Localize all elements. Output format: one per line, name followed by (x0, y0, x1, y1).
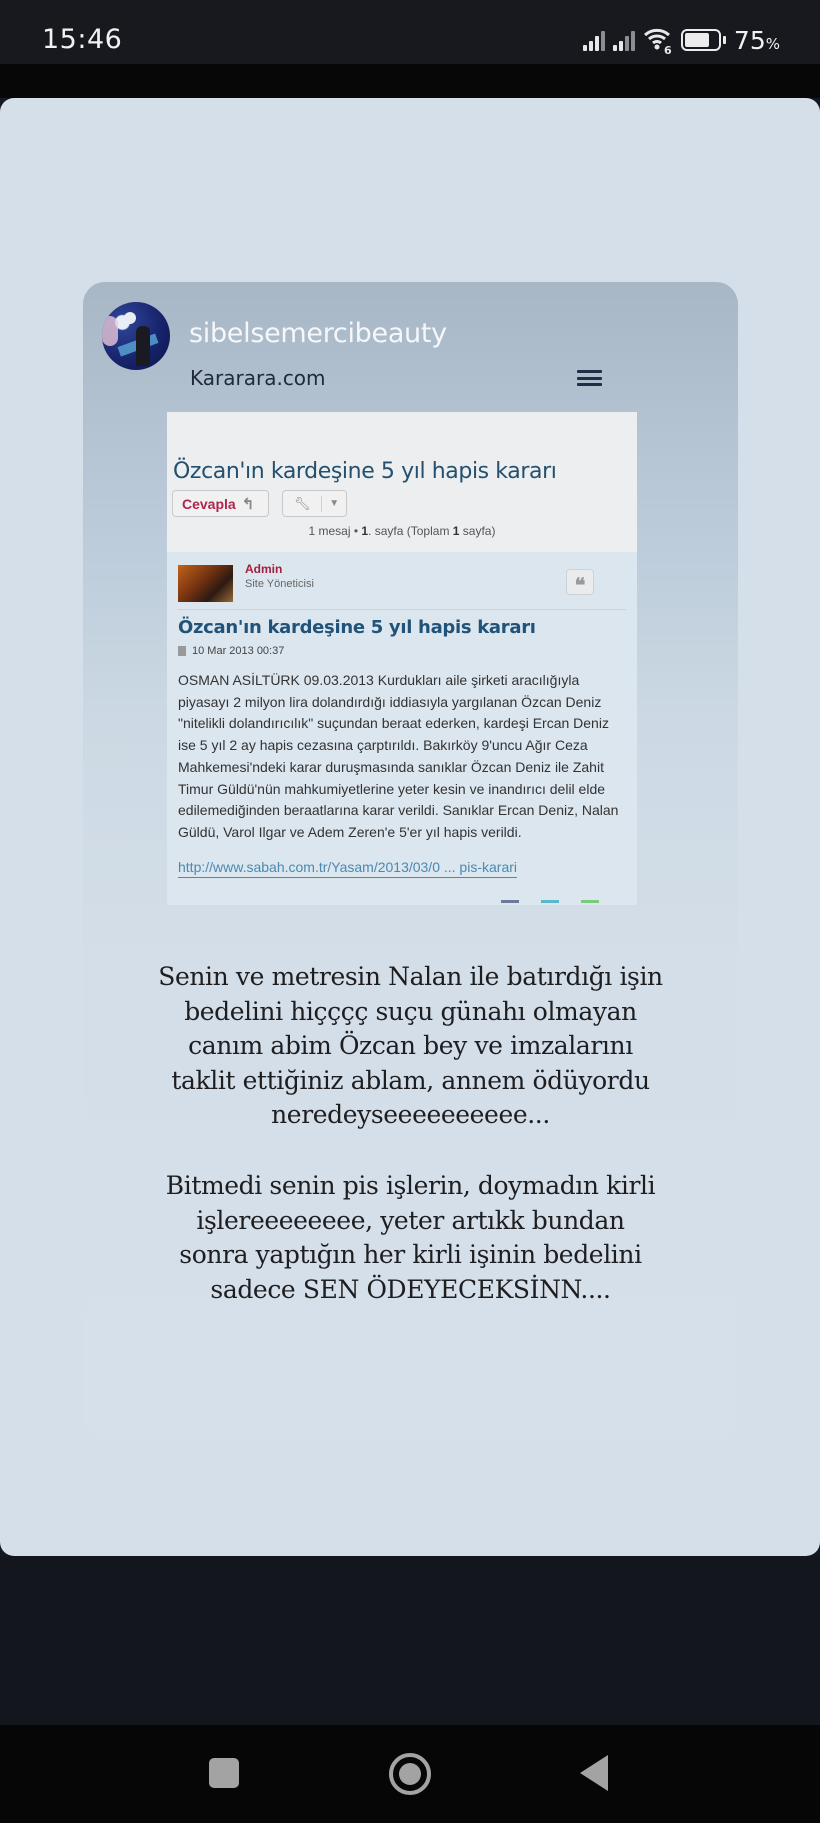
wrench-icon: 🔧︎ (283, 496, 322, 512)
svg-text:6: 6 (663, 44, 672, 54)
post-author-rank: Site Yöneticisi (245, 578, 314, 590)
caption-paragraph-1: Senin ve metresin Nalan ile batırdığı işin bedelini hiçççç suçu günahı olmayan canım abim Özcan bey ve imzalarını taklit ettiğiniz ablam, annem ödüyordu neredeyseeeeeeeeee... (158, 962, 663, 1129)
tools-button (282, 490, 347, 517)
signal-sim1-icon (583, 29, 605, 51)
post-author: Admin (245, 562, 283, 576)
home-button[interactable] (389, 1753, 431, 1795)
forum-screenshot (167, 412, 637, 905)
story-footer-area (0, 1556, 820, 1726)
pagination-info: 1 mesaj • 1. sayfa (Toplam 1 sayfa) (308, 524, 496, 538)
source-link: http://www.sabah.com.tr/Yasam/2013/03/0 ... pis-karari (178, 859, 517, 878)
share-bar-3 (581, 900, 599, 903)
post-title: Özcan'ın kardeşine 5 yıl hapis kararı (178, 617, 536, 638)
quote-icon: ❝ (566, 569, 594, 595)
battery-percent: 75% (733, 25, 780, 55)
signal-sim2-icon (613, 29, 635, 51)
reply-arrow-icon: ↰ (241, 495, 255, 513)
story-card[interactable] (0, 98, 820, 1556)
username[interactable]: sibelsemercibeauty (189, 318, 447, 349)
shared-post-card[interactable] (83, 282, 738, 1440)
share-bar-1 (501, 900, 519, 903)
back-button[interactable] (580, 1755, 608, 1791)
hamburger-menu-icon[interactable] (577, 370, 602, 386)
site-name: Kararara.com (190, 366, 326, 390)
wifi-icon (643, 26, 673, 54)
status-time: 15:46 (42, 24, 123, 55)
post-author-avatar (178, 565, 233, 602)
reply-button: Cevapla ↰ (172, 490, 269, 517)
status-bar (0, 0, 820, 64)
document-icon (178, 646, 186, 656)
status-icons (583, 24, 780, 56)
recents-button[interactable] (209, 1758, 239, 1788)
post-body: OSMAN ASİLTÜRK 09.03.2013 Kurdukları aile şirketi aracılığıyla piyasayı 2 milyon lira dolandırdığı iddiasıyla yargılanan Özcan Deniz "nitelikli dolandırıcılık" suçundan beraat ederken, kardeşi Ercan Deniz ise 5 yıl 2 ay hapis cezasına çarptırıldı. Bakırköy 9'uncu Ağır Ceza Mahkemesi'ndeki karar duruşmasında sanıklar Özcan Deniz ile Zahit Timur Güldü'nün mahkumiyetlerine yeter kesin ve inandırıcı delil elde edilemediğinden beraatlarına karar verildi. Sanıklar Ercan Deniz, Nalan Güldü, Varol Ilgar ve Adem Zeren'e 5'er yıl hapis verildi. (178, 672, 619, 840)
topic-title: Özcan'ın kardeşine 5 yıl hapis kararı (173, 459, 557, 484)
top-band (0, 64, 820, 98)
avatar[interactable] (102, 302, 170, 370)
navigation-bar (0, 1725, 820, 1823)
chevron-down-icon: ▼ (329, 498, 340, 509)
divider (178, 609, 626, 610)
post-date: 10 Mar 2013 00:37 (178, 645, 284, 657)
caption-paragraph-2: Bitmedi senin pis işlerin, doymadın kirli işlereeeeeeee, yeter artıkk bundan sonra yaptığın her kirli işinin bedelini sadece SEN ÖDEYECEKSİNN.... (165, 1171, 656, 1304)
share-bar-2 (541, 900, 559, 903)
battery-icon (681, 29, 726, 51)
